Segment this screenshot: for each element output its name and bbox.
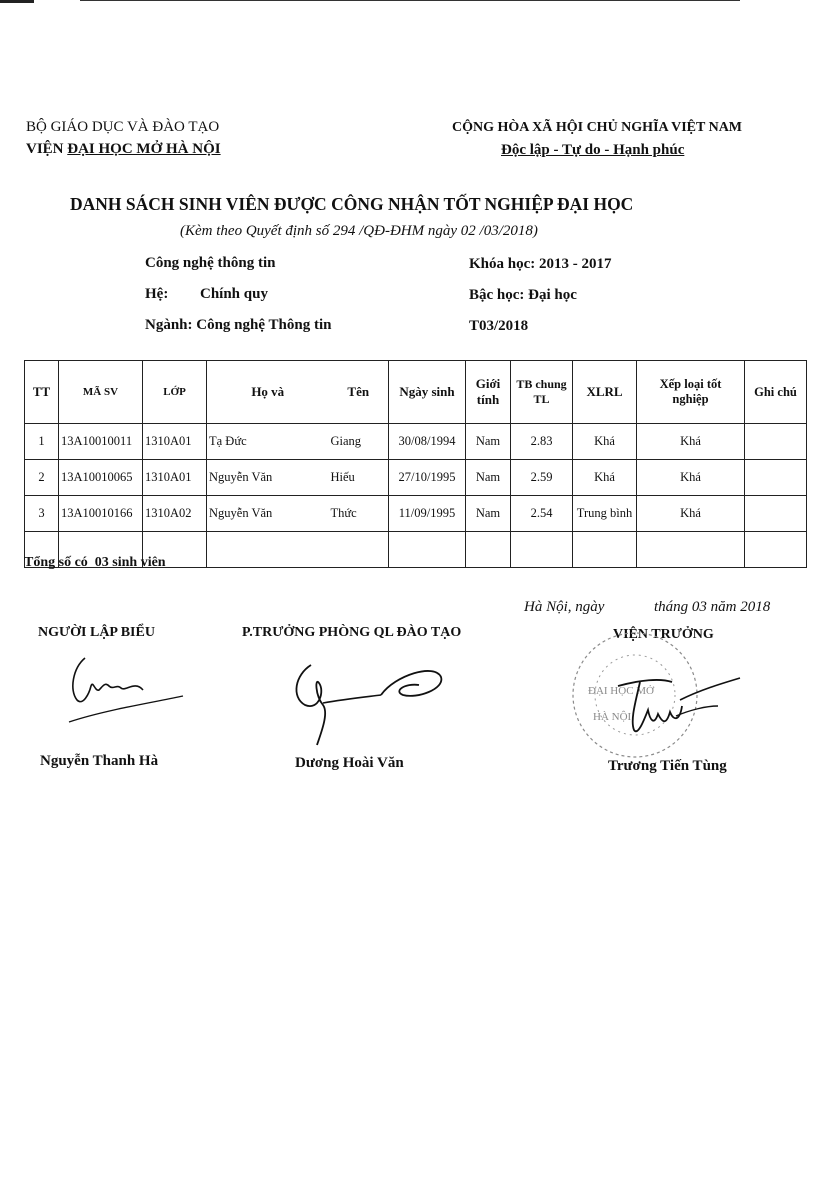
education-level: Bậc học: Đại học — [469, 287, 577, 303]
document-title: DANH SÁCH SINH VIÊN ĐƯỢC CÔNG NHẬN TỐT NGHIỆP ĐẠI HỌC — [70, 194, 634, 214]
header-ho: Họ và — [207, 361, 329, 424]
institute-prefix: VIỆN — [26, 141, 68, 157]
table-header-row — [25, 361, 807, 424]
training-signature — [285, 655, 455, 750]
national-motto: Độc lập - Tự do - Hạnh phúc — [501, 142, 685, 158]
header-lop: LỚP — [143, 361, 207, 424]
total-students: Tổng số có 03 sinh viên — [24, 555, 166, 570]
header-ngay-sinh: Ngày sinh — [389, 361, 466, 424]
cell-empty — [573, 532, 637, 568]
scan-mark — [0, 0, 34, 3]
cell-ghi-chu — [745, 496, 807, 532]
table-row — [25, 424, 807, 460]
country-name: CỘNG HÒA XÃ HỘI CHỦ NGHĨA VIỆT NAM — [452, 120, 743, 135]
header-xlrl: XLRL — [573, 361, 637, 424]
cell-empty — [329, 532, 389, 568]
stamp-text-1: ĐẠI HỌC MỞ — [588, 685, 654, 697]
cell-lop: 1310A01 — [143, 424, 207, 460]
header-ghi-chu: Ghi chú — [745, 361, 807, 424]
cell-ten: Thức — [329, 496, 389, 532]
decision-code: T03/2018 — [469, 318, 529, 334]
director-name: Trương Tiến Tùng — [608, 758, 727, 774]
header-tb-1: TB chung — [516, 377, 567, 391]
header-xep-loai-2: nghiệp — [672, 392, 709, 406]
cell-tb: 2.59 — [511, 460, 573, 496]
director-title: VIỆN TRƯỞNG — [613, 627, 714, 642]
header-gioi-tinh — [466, 361, 511, 424]
cell-empty — [207, 532, 329, 568]
cell-ma-sv: 13A10010065 — [59, 460, 143, 496]
cell-ma-sv: 13A10010011 — [59, 424, 143, 460]
header-ten: Tên — [329, 361, 389, 424]
cell-ho: Nguyễn Văn — [207, 460, 329, 496]
cell-xlrl: Khá — [573, 424, 637, 460]
cell-ten: Giang — [329, 424, 389, 460]
cell-ho: Nguyễn Văn — [207, 496, 329, 532]
cell-ngay-sinh: 30/08/1994 — [389, 424, 466, 460]
cell-empty — [389, 532, 466, 568]
document-subtitle: (Kèm theo Quyết định số 294 /QĐ-ĐHM ngày 02 /03/2018) — [180, 223, 538, 239]
header-xep-loai — [637, 361, 745, 424]
major: Ngành: Công nghệ Thông tin — [145, 317, 332, 333]
header-tt: TT — [25, 361, 59, 424]
training-name: Dương Hoài Văn — [295, 755, 404, 771]
system-value: Chính quy — [200, 286, 268, 302]
director-signature — [610, 670, 750, 750]
institute-name — [26, 141, 221, 158]
cell-gioi-tinh: Nam — [466, 424, 511, 460]
faculty: Công nghệ thông tin — [145, 255, 276, 271]
cell-lop: 1310A02 — [143, 496, 207, 532]
course-years: Khóa học: 2013 - 2017 — [469, 256, 612, 272]
cell-ngay-sinh: 27/10/1995 — [389, 460, 466, 496]
cell-empty — [637, 532, 745, 568]
cell-tb: 2.54 — [511, 496, 573, 532]
ministry-name: BỘ GIÁO DỤC VÀ ĐÀO TẠO — [26, 119, 220, 135]
cell-ghi-chu — [745, 460, 807, 496]
system-label: Hệ: — [145, 286, 169, 302]
table-row — [25, 460, 807, 496]
cell-xep-loai: Khá — [637, 460, 745, 496]
cell-empty — [745, 532, 807, 568]
header-tb-2: TL — [533, 392, 550, 406]
stamp-text-2: HÀ NỘI — [593, 711, 632, 723]
cell-tt: 3 — [25, 496, 59, 532]
cell-empty — [466, 532, 511, 568]
cell-xep-loai: Khá — [637, 496, 745, 532]
institute-university: ĐẠI HỌC MỞ HÀ NỘI — [67, 141, 221, 157]
cell-ten: Hiếu — [329, 460, 389, 496]
cell-xlrl: Trung bình — [573, 496, 637, 532]
scan-border-line — [80, 0, 740, 1]
cell-tt: 2 — [25, 460, 59, 496]
date-prefix: Hà Nội, ngày — [524, 599, 605, 615]
cell-ngay-sinh: 11/09/1995 — [389, 496, 466, 532]
graduates-table — [24, 360, 807, 568]
cell-xep-loai: Khá — [637, 424, 745, 460]
date-suffix: tháng 03 năm 2018 — [654, 599, 771, 615]
cell-ma-sv: 13A10010166 — [59, 496, 143, 532]
header-gioi-tinh-2: tính — [476, 392, 500, 407]
cell-xlrl: Khá — [573, 460, 637, 496]
cell-empty — [511, 532, 573, 568]
header-gioi-tinh-1: Giới — [475, 376, 501, 391]
cell-lop: 1310A01 — [143, 460, 207, 496]
cell-tb: 2.83 — [511, 424, 573, 460]
header-tb — [511, 361, 573, 424]
preparer-signature — [55, 650, 195, 730]
cell-tt: 1 — [25, 424, 59, 460]
table-row — [25, 496, 807, 532]
training-title: P.TRƯỞNG PHÒNG QL ĐÀO TẠO — [242, 625, 462, 640]
cell-gioi-tinh: Nam — [466, 460, 511, 496]
cell-ho: Tạ Đức — [207, 424, 329, 460]
header-xep-loai-1: Xếp loại tốt — [659, 377, 722, 391]
preparer-name: Nguyễn Thanh Hà — [40, 753, 159, 769]
preparer-title: NGƯỜI LẬP BIỂU — [38, 625, 155, 640]
cell-gioi-tinh: Nam — [466, 496, 511, 532]
cell-ghi-chu — [745, 424, 807, 460]
header-ma-sv: MÃ SV — [59, 361, 143, 424]
